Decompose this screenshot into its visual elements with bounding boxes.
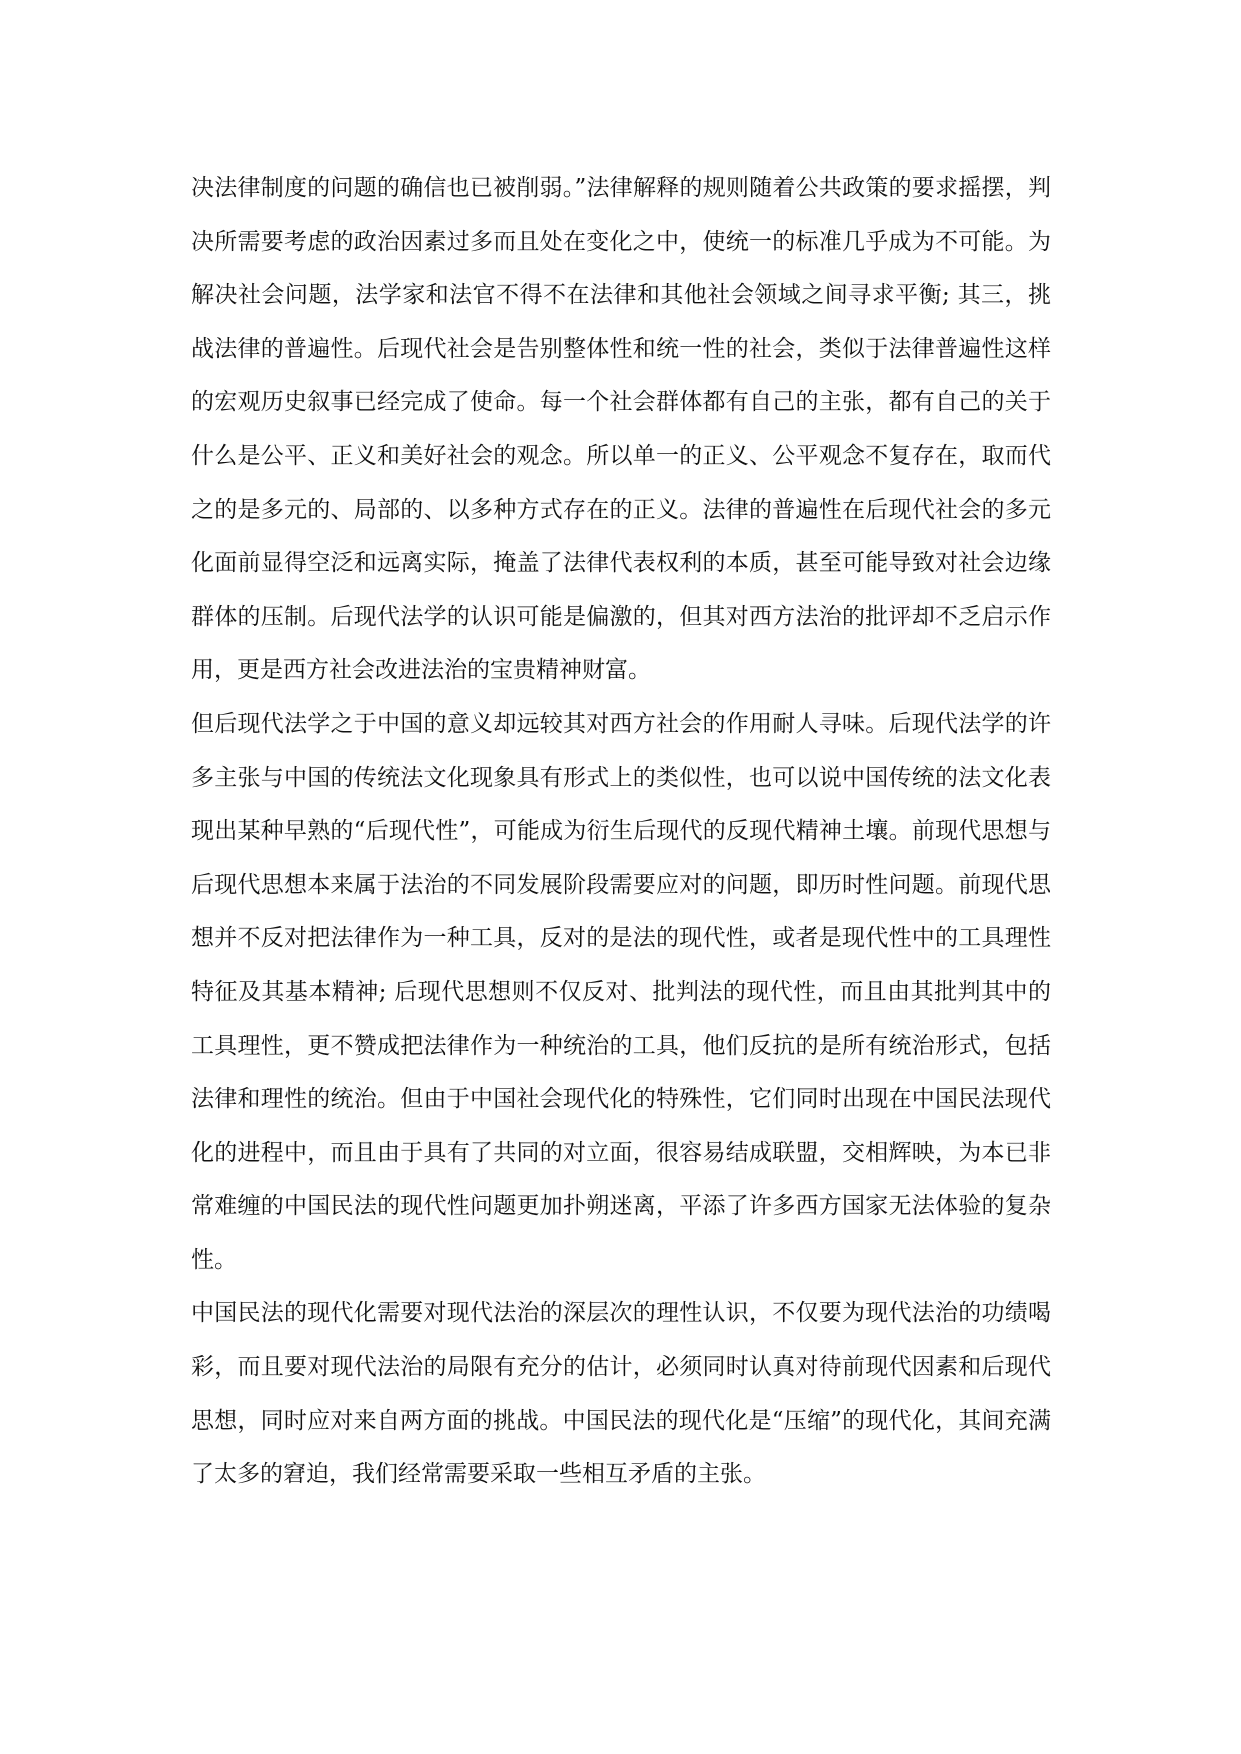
paragraph-3: 中国民法的现代化需要对现代法治的深层次的理性认识，不仅要为现代法治的功绩喝彩，而且要对现代法治的局限有充分的估计，必须同时认真对待前现代因素和后现代思想，同时应对来自两方面的挑战。中国民法的现代化是“压缩”的现代化，其间充满了太多的窘迫，我们经常需要采取一些相互矛盾的主张。 [191,1300,1051,1488]
paragraph-2: 但后现代法学之于中国的意义却远较其对西方社会的作用耐人寻味。后现代法学的许多主张与中国的传统法文化现象具有形式上的类似性，也可以说中国传统的法文化表现出某种早熟的“后现代性”，可能成为衍生后现代的反现代精神土壤。前现代思想与后现代思想本来属于法治的不同发展阶段需要应对的问题，即历时性问题。前现代思想并不反对把法律作为一种工具，反对的是法的现代性，或者是现代性中的工具理性特征及其基本精神; 后现代思想则不仅反对、批判法的现代性，而且由其批判其中的工具理性，更不赞成把法律作为一种统治的工具，他们反抗的是所有统治形式，包括法律和理性的统治。但由于中国社会现代化的特殊性，它们同时出现在中国民法现代化的进程中，而且由于具有了共同的对立面，很容易结成联盟，交相辉映，为本已非常难缠的中国民法的现代性问题更加扑朔迷离，平添了许多西方国家无法体验的复杂性。 [191,710,1051,1273]
paragraph-1: 决法律制度的问题的确信也已被削弱。”法律解释的规则随着公共政策的要求摇摆，判决所需要考虑的政治因素过多而且处在变化之中，使统一的标准几乎成为不可能。为解决社会问题，法学家和法官不得不在法律和其他社会领域之间寻求平衡; 其三，挑战法律的普遍性。后现代社会是告别整体性和统一性的社会，类似于法律普遍性这样的宏观历史叙事已经完成了使命。每一个社会群体都有自己的主张，都有自己的关于什么是公平、正义和美好社会的观念。所以单一的正义、公平观念不复存在，取而代之的是多元的、局部的、以多种方式存在的正义。法律的普遍性在后现代社会的多元化面前显得空泛和远离实际，掩盖了法律代表权利的本质，甚至可能导致对社会边缘群体的压制。后现代法学的认识可能是偏激的，但其对西方法治的批评却不乏启示作用，更是西方社会改进法治的宝贵精神财富。 [191,175,1051,684]
body-text [191,162,1051,1502]
